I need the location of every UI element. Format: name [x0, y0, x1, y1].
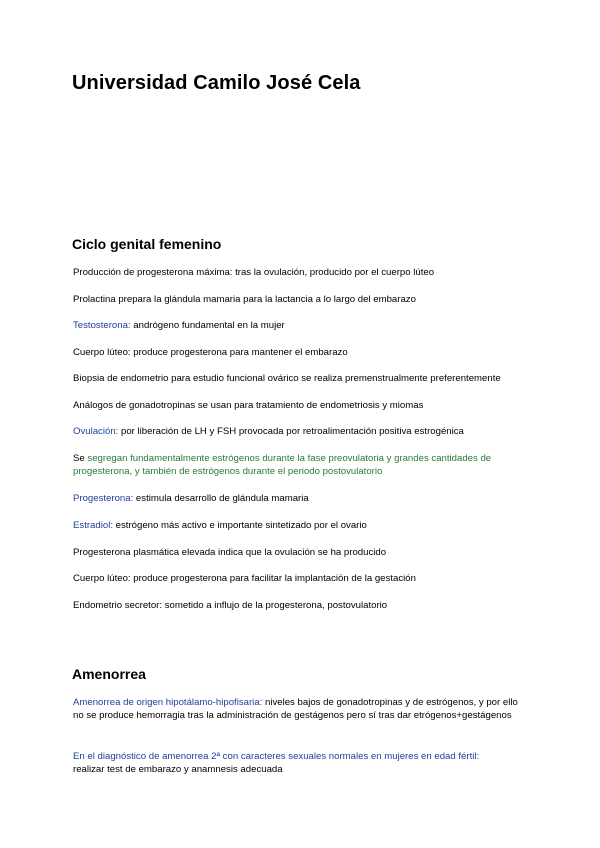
list-item — [73, 696, 529, 722]
list-item — [73, 399, 533, 412]
list-item — [73, 546, 533, 559]
list-item — [73, 425, 533, 438]
section-heading-amenorrea: Amenorrea — [72, 666, 146, 682]
item-text: andrógeno fundamental en la mujer — [130, 320, 285, 331]
item-text: Cuerpo lúteo: produce progesterona para mantener el embarazo — [73, 347, 348, 358]
list-item — [73, 750, 513, 776]
item-text: Se — [73, 453, 88, 464]
item-text: niveles bajos de gonadotropinas y de estrógenos, y por ello no se produce hemorragia tras la administración de gestágenos pero sí tras dar etrógenos+gestágenos — [73, 697, 518, 721]
item-text: Cuerpo lúteo: produce progesterona para facilitar la implantación de la gestación — [73, 573, 416, 584]
item-text: estrógeno más activo e importante sintetizado por el ovario — [113, 520, 367, 531]
list-item — [73, 372, 533, 385]
list-item — [73, 572, 533, 585]
list-item — [73, 452, 513, 478]
list-item — [73, 319, 533, 332]
item-label: Testosterona: — [73, 320, 131, 331]
item-text: Biopsia de endometrio para estudio funcional ovárico se realiza premenstrualmente preferentemente — [73, 373, 501, 384]
section-heading-ciclo-genital: Ciclo genital femenino — [72, 236, 222, 252]
item-text: Endometrio secretor: sometido a influjo de la progesterona, postovulatorio — [73, 600, 388, 611]
item-label: En el diagnóstico de amenorrea 2ª con caracteres sexuales normales en mujeres en edad fértil: — [73, 751, 480, 762]
list-item — [73, 293, 533, 306]
item-text: Prolactina prepara la glándula mamaria para la lactancia a lo largo del embarazo — [73, 294, 416, 305]
list-item — [73, 599, 533, 612]
page-title: Universidad Camilo José Cela — [72, 72, 361, 94]
list-item — [73, 266, 533, 279]
item-text: realizar test de embarazo y anamnesis adecuada — [73, 764, 283, 775]
item-text: Producción de progesterona máxima: tras la ovulación, producido por el cuerpo lúteo — [73, 267, 435, 278]
item-text: por liberación de LH y FSH provocada por retroalimentación positiva estrogénica — [118, 426, 464, 437]
item-label: Estradiol: — [73, 520, 113, 531]
item-text: Análogos de gonadotropinas se usan para tratamiento de endometriosis y miomas — [73, 400, 424, 411]
item-highlight: segregan fundamentalmente estrógenos durante la fase preovulatoria y grandes cantidades de progesterona, y también de estrógenos durante el periodo postovulatorio — [73, 453, 492, 477]
item-text: estimula desarrollo de glándula mamaria — [133, 493, 309, 504]
list-item — [73, 519, 533, 532]
item-label: Progesterona: — [73, 493, 134, 504]
list-item — [73, 492, 533, 505]
item-text: Progesterona plasmática elevada indica que la ovulación se ha producido — [73, 547, 387, 558]
item-label: Amenorrea de origen hipotálamo-hipofisaria: — [73, 697, 263, 708]
list-item — [73, 346, 533, 359]
item-label: Ovulación: — [73, 426, 119, 437]
